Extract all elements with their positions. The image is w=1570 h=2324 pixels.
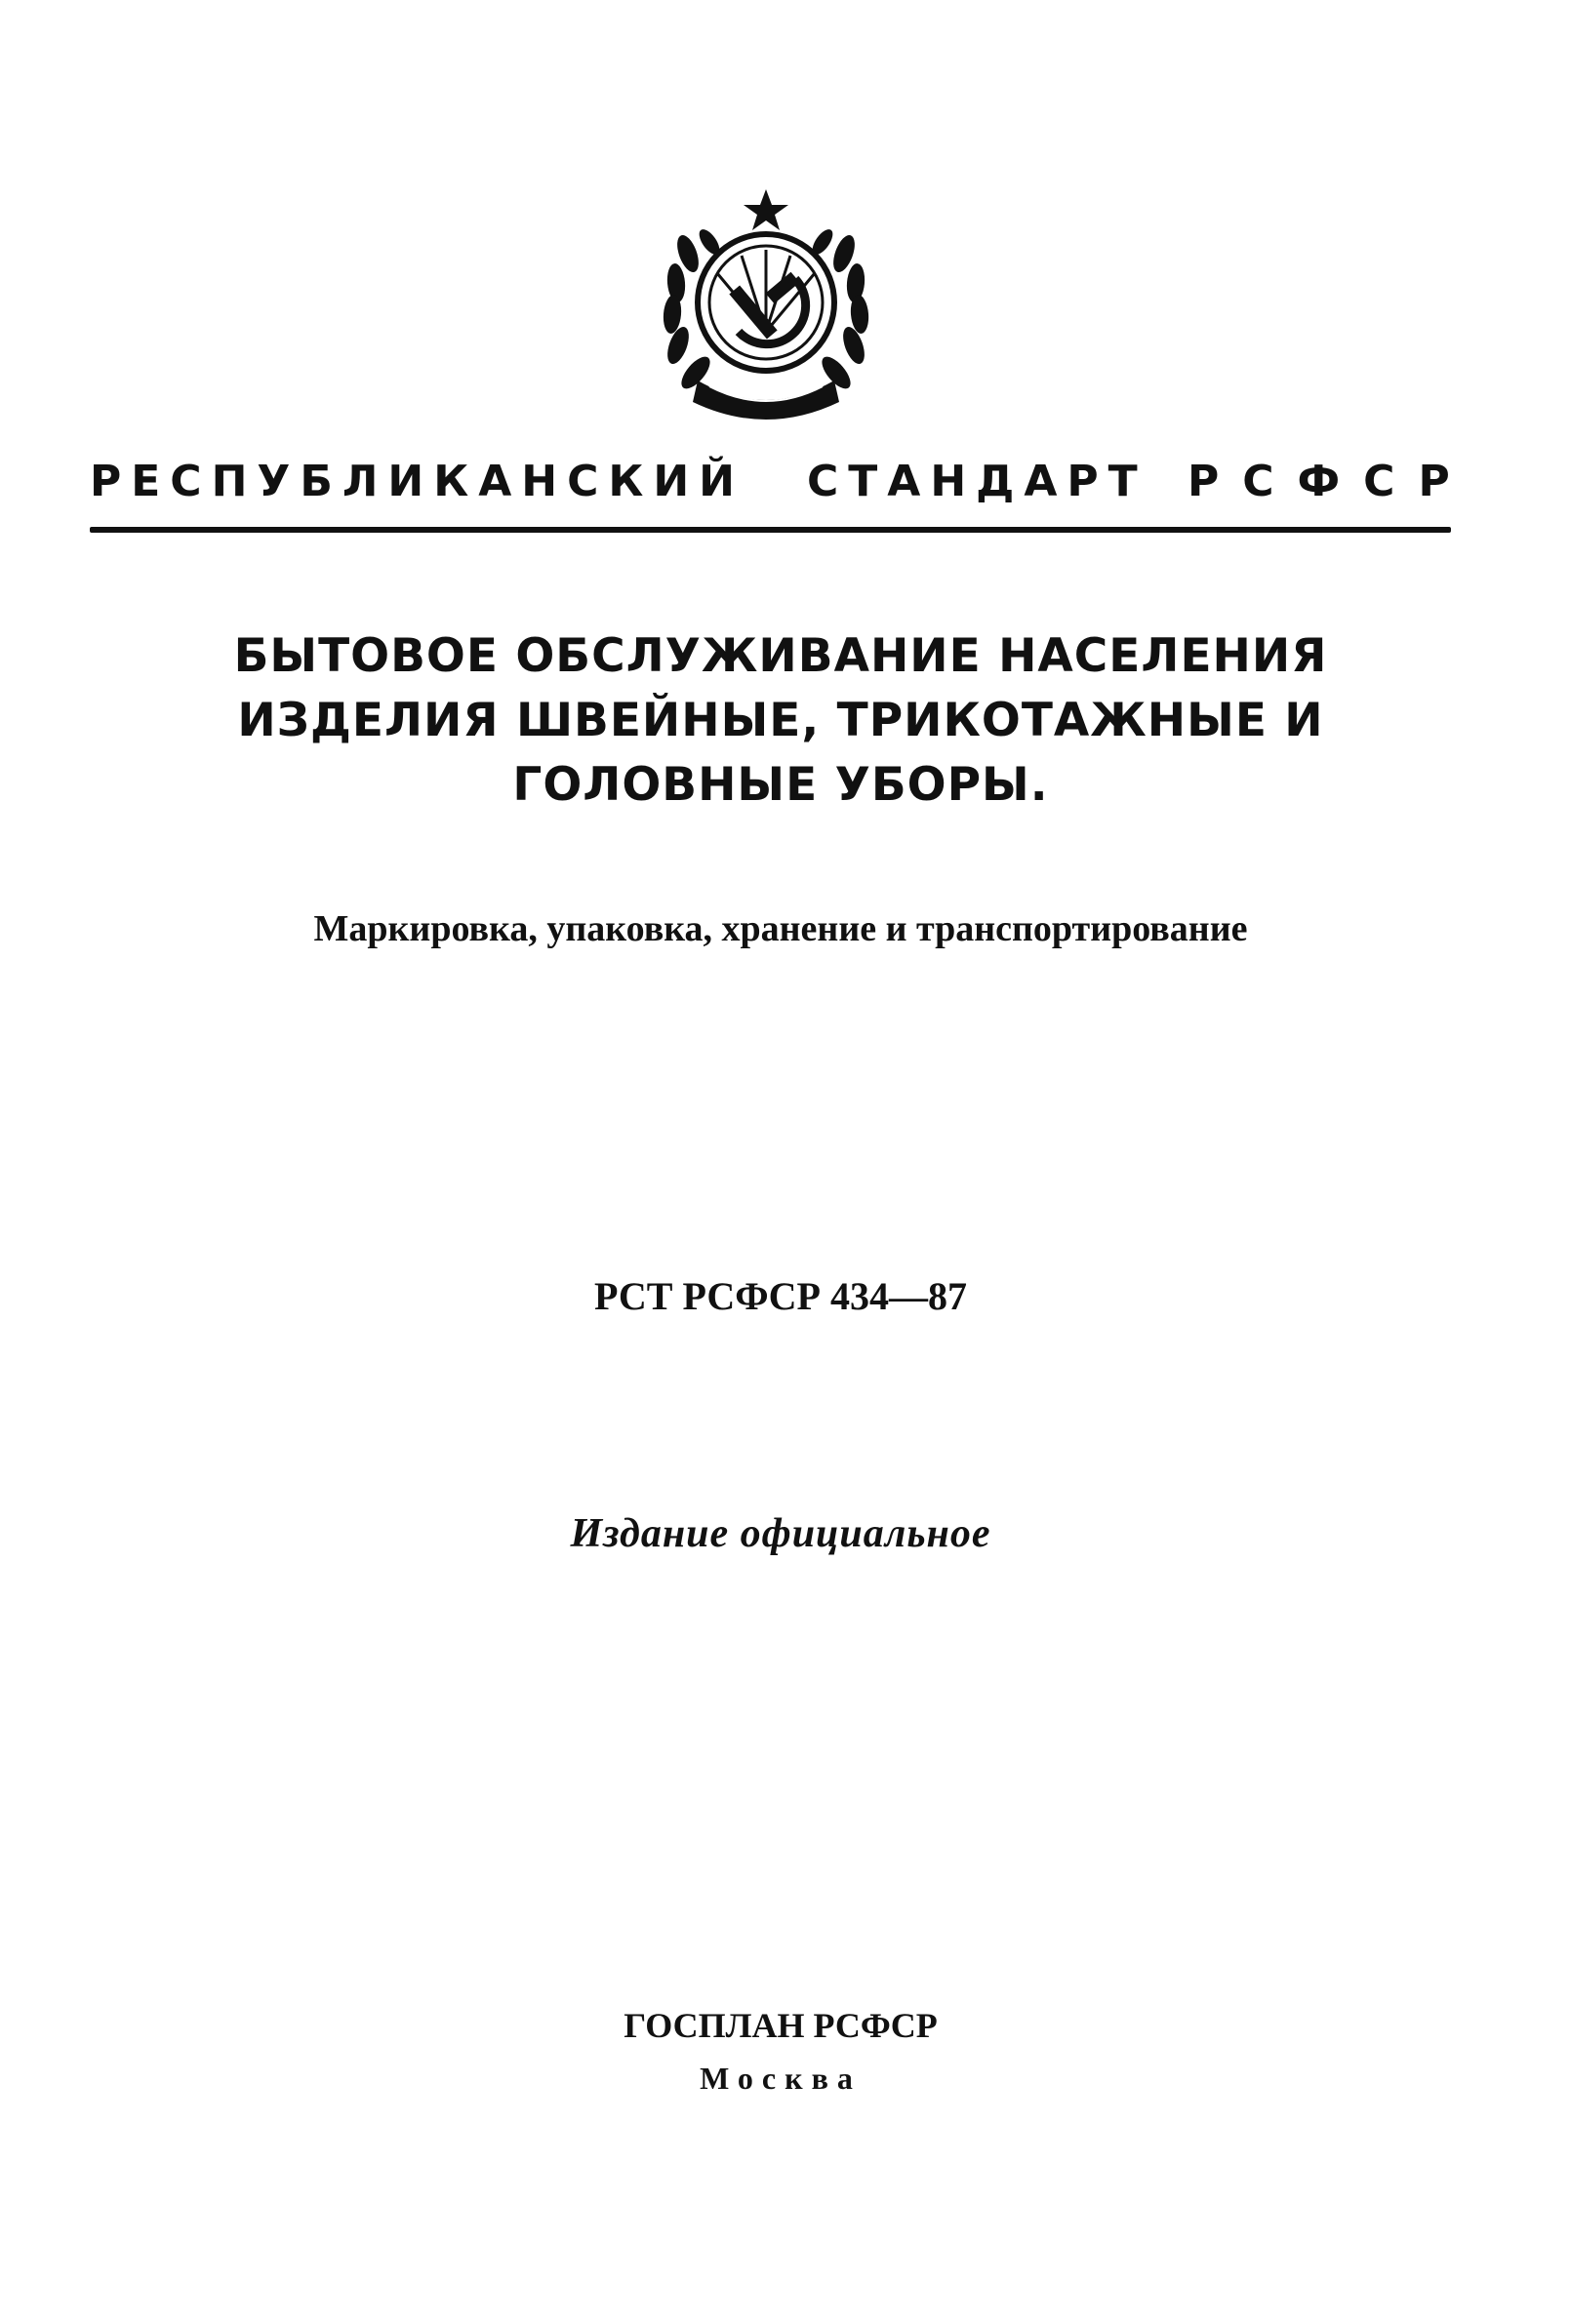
edition-label: Издание официальное bbox=[570, 1511, 991, 1556]
title-line-2: ИЗДЕЛИЯ ШВЕЙНЫЕ, ТРИКОТАЖНЫЕ И bbox=[237, 694, 1324, 747]
standard-code: РСТ РСФСР 434—87 bbox=[594, 1274, 967, 1318]
publisher-city: Москва bbox=[700, 2061, 862, 2096]
header-rsfsr: РСФСР bbox=[1188, 457, 1473, 506]
header-divider bbox=[90, 527, 1451, 533]
publisher-name: ГОСПЛАН РСФСР bbox=[624, 2006, 938, 2045]
coat-of-arms-icon bbox=[649, 185, 883, 429]
document-title bbox=[146, 624, 1415, 818]
title-line-3: ГОЛОВНЫЕ УБОРЫ. bbox=[512, 758, 1049, 812]
document-subtitle: Маркировка, упаковка, хранение и транспортирование bbox=[313, 908, 1248, 949]
header-standard: СТАНДАРТ bbox=[807, 457, 1147, 506]
header-republican: РЕСПУБЛИКАНСКИЙ bbox=[90, 457, 745, 506]
document-header bbox=[90, 457, 1485, 525]
title-line-1: БЫТОВОЕ ОБСЛУЖИВАНИЕ НАСЕЛЕНИЯ bbox=[233, 629, 1328, 683]
